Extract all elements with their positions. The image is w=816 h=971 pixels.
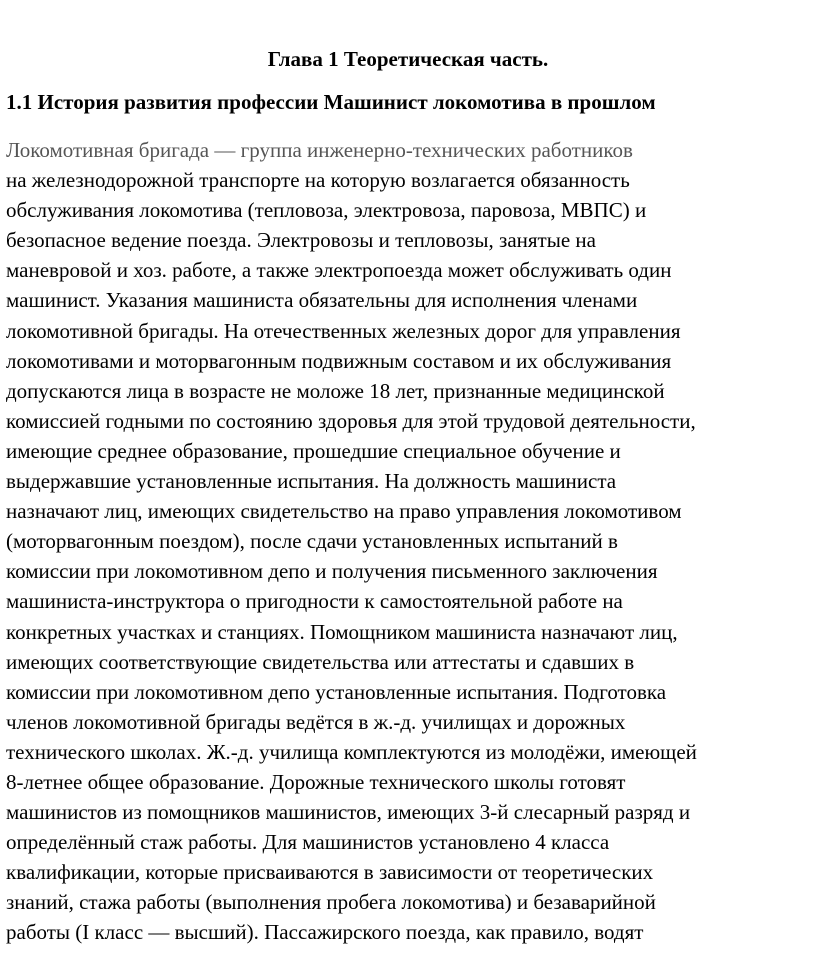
paragraph-line: маневровой и хоз. работе, а также электропоезда может обслуживать один	[6, 258, 672, 283]
section-title: 1.1 История развития профессии Машинист локомотива в прошлом	[6, 90, 656, 114]
paragraph-line: машинист. Указания машиниста обязательны для исполнения членами	[6, 288, 638, 313]
paragraph-line: комиссии при локомотивном депо установленные испытания. Подготовка	[6, 679, 667, 704]
paragraph-line: назначают лиц, имеющих свидетельство на право управления локомотивом	[6, 499, 682, 524]
paragraph-line: (моторвагонным поездом), после сдачи установленных испытаний в	[6, 529, 618, 554]
paragraph-line: имеющих соответствующие свидетельства или аттестаты и сдавших в	[6, 649, 635, 674]
body-paragraph	[6, 135, 816, 948]
paragraph-line: квалификации, которые присваиваются в зависимости от теоретических	[6, 860, 654, 885]
paragraph-line: выдержавшие установленные испытания. На должность машиниста	[6, 469, 617, 494]
paragraph-line: допускаются лица в возрасте не моложе 18 лет, признанные медицинской	[6, 378, 665, 403]
paragraph-line: машинистов из помощников машинистов, имеющих 3-й слесарный разряд и	[6, 800, 691, 825]
paragraph-line: знаний, стажа работы (выполнения пробега локомотива) и безаварийной	[6, 890, 656, 915]
paragraph-line: определённый стаж работы. Для машинистов установлено 4 класса	[6, 830, 610, 855]
paragraph-line: работы (I класс — высший). Пассажирского поезда, как правило, водят	[6, 920, 644, 945]
paragraph-line: членов локомотивной бригады ведётся в ж.-д. училищах и дорожных	[6, 709, 626, 734]
paragraph-line: технического школах. Ж.-д. училища комплектуются из молодёжи, имеющей	[6, 739, 697, 764]
paragraph-line: Локомотивная бригада — группа инженерно-технических работников	[6, 138, 633, 162]
chapter-title: Глава 1 Теоретическая часть.	[267, 47, 549, 71]
paragraph-line: имеющие среднее образование, прошедшие специальное обучение и	[6, 438, 621, 463]
paragraph-line: безопасное ведение поезда. Электровозы и тепловозы, занятые на	[6, 228, 596, 253]
paragraph-line: обслуживания локомотива (тепловоза, электровоза, паровоза, МВПС) и	[6, 198, 647, 223]
paragraph-line: локомотивами и моторвагонным подвижным составом и их обслуживания	[6, 348, 672, 373]
paragraph-line: комиссии при локомотивном депо и получения письменного заключения	[6, 559, 658, 584]
paragraph-line: конкретных участках и станциях. Помощником машиниста назначают лиц,	[6, 619, 678, 644]
paragraph-line: комиссией годными по состоянию здоровья для этой трудовой деятельности,	[6, 408, 696, 433]
paragraph-line: машиниста-инструктора о пригодности к самостоятельной работе на	[6, 589, 623, 614]
paragraph-line: 8-летнее общее образование. Дорожные технического школы готовят	[6, 769, 626, 794]
paragraph-line: на железнодорожной транспорте на которую возлагается обязанность	[6, 168, 630, 193]
paragraph-line: локомотивной бригады. На отечественных железных дорог для управления	[6, 318, 681, 343]
